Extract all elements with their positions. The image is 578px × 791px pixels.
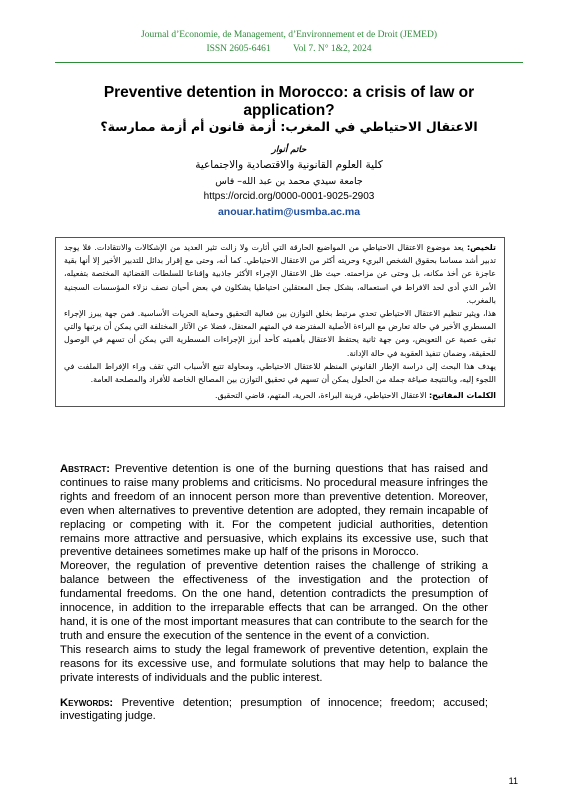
author-name: حاتم أنوار xyxy=(271,145,307,155)
english-abstract-paragraph-1 xyxy=(60,463,488,560)
arabic-keywords-text: الاعتقال الاحتياطي، قرينة البراءة، الحرية، المتهم، قاضي التحقيق. xyxy=(215,391,427,401)
arabic-abstract-label: تلخيص: xyxy=(466,243,496,252)
author-university: جامعة سيدي محمد بن عبد الله– فاس xyxy=(215,176,363,187)
arabic-abstract-box xyxy=(55,237,505,407)
header-divider xyxy=(55,62,523,63)
issn-volume-line xyxy=(0,42,578,56)
journal-name: Journal d’Economie, de Management, d’Environnement et de Droit (JEMED) xyxy=(141,30,437,40)
english-abstract xyxy=(60,463,488,724)
arabic-keywords xyxy=(64,389,496,402)
page-number: 11 xyxy=(508,776,518,786)
volume-issue: Vol 7. N° 1&2, 2024 xyxy=(292,44,372,54)
author-email-link[interactable]: anouar.hatim@usmba.ac.ma xyxy=(217,206,361,218)
author-orcid-link[interactable]: https://orcid.org/0000-0001-9025-2903 xyxy=(203,191,375,202)
english-abstract-label: Abstract: xyxy=(60,463,111,475)
arabic-keywords-label: الكلمات المفاتيح: xyxy=(428,391,496,401)
paper-title-arabic: الاعتقال الاحتياطي في المغرب: أزمة قانون أم أزمة ممارسة؟ xyxy=(100,119,478,134)
english-keywords xyxy=(60,697,488,725)
arabic-abstract-paragraph-2: هذا، ويثير تنظيم الاعتقال الاحتياطي تحدي مرتبط بخلق التوازن بين فعالية التحقيق وحماية الحريات الأساسية. فمن جهة يبرز الإجراء المسطري الأخير في حالة تعارض مع البراءة الأصلية المفترضة في المتهم المعتقل، فضلا عن الآثار المختلفة التي يمكن أن يرتبها والتي تبقى عصية عن التعويض، ومن جهة ثانية يحتفظ الاعتقال بأهميته كأحد أبرز الإجراءات المسطرية التي يمكن أن تسهم في الوصول للحقيقة، وضمان تنفيذ العقوبة في حالة الإدانة. xyxy=(64,309,496,358)
author-block xyxy=(100,143,478,221)
author-faculty: كلية العلوم القانونية والاقتصادية والاجتماعية xyxy=(195,159,383,171)
english-abstract-paragraph-2: Moreover, the regulation of preventive detention raises the challenge of striking a balance between the effectiveness of the investigation and the protection of fundamental freedoms. On the one hand, detention contradicts the presumption of innocence, in addition to the irreparable effects that can be arranged. On the other hand, it is one of the most important measures that can contribute to the search for the truth and ensure the execution of the sentence in the event of a conviction. xyxy=(60,560,488,642)
english-abstract-paragraph-3: This research aims to study the legal framework of preventive detention, explain the reasons for its excessive use, and formulate solutions that may help to balance the private interests of individuals and the public interest. xyxy=(60,643,488,684)
english-keywords-label: Keywords: xyxy=(60,696,114,709)
arabic-abstract-paragraph-3: يهدف هذا البحث إلى دراسة الإطار القانوني المنظم للاعتقال الاحتياطي، ومحاولة تتبع الأسباب التي تقف وراء الإفراط الملفت في اللجوء إليه، وبالنتيجة صياغة جملة من الحلول يمكن أن تسهم في تحقيق التوازن بين المصالح الخاصة للأفراد والمصلحة العامة. xyxy=(64,361,496,385)
issn: ISSN 2605-6461 xyxy=(206,44,271,54)
arabic-abstract-paragraph-1 xyxy=(64,241,496,307)
english-abstract-text-1: Preventive detention is one of the burning questions that has raised and continues to raise many problems and criticisms. No procedural measure infringes the rights and freedom of an innocent person more than preventive detention. Moreover, even when alternatives to preventive detention are adopted, they remain incapable of replacing or competing with it. For the competent judicial authorities, detention remains more attractive and persuasive, which explains its excessive use, such that preventive detainees sometimes make up half of the prisons in Morocco. xyxy=(60,463,488,559)
journal-header xyxy=(0,28,578,56)
paper-title-english: Preventive detention in Morocco: a crisis of law or application? xyxy=(103,84,475,119)
arabic-abstract-text-1: يعد موضوع الاعتقال الاحتياطي من المواضيع الحارقة التي أثارت ولا زالت تثير العديد من الإشكالات والانتقادات. فلا يوجد تدبير أشد مساسا بحقوق الشخص البريء وحريته أكثر من الاعتقال الاحتياطي. كما أنه، وحتى مع إقرار بدائل للتدبير الأخير إلا أنها بقية عاجزة عن أخذ مكانه، بل وحتى عن مزاحمته. حيث ظل الاعتقال الإجراء الأكثر جاذبية وإقناعا للسلطات القضائية المختصة بتفعيله، الأمر الذي أدى لحد الافراط في استعماله، بشكل جعل المعتقلين احتياطيا يشكلون في بعض أحيان نصف نزلاء المؤسسات السجنية بالمغرب. xyxy=(64,243,496,305)
english-keywords-text: Preventive detention; presumption of innocence; freedom; accused; investigating judge. xyxy=(60,696,488,723)
